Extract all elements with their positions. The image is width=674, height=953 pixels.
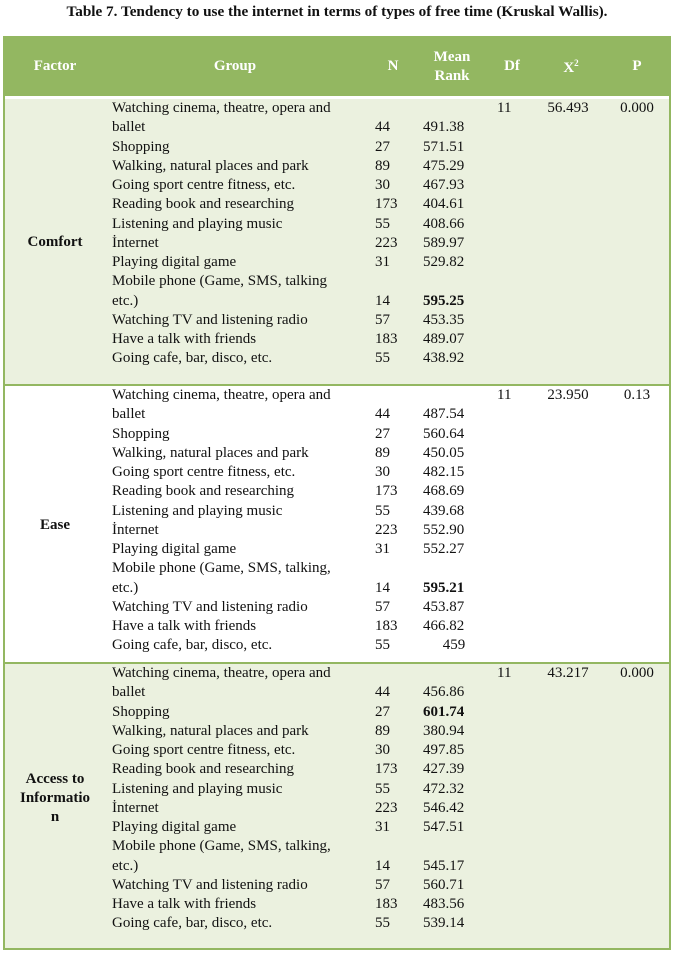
group-cell: Have a talk with friends <box>112 896 257 912</box>
group-cell: Going sport centre fitness, etc. <box>112 464 296 480</box>
p-cell: 0.000 <box>620 100 654 116</box>
p-cell: 0.13 <box>623 387 651 403</box>
group-cell: Have a talk with friends <box>112 331 257 347</box>
n-cell: 55 <box>375 780 390 797</box>
n-cell: 223 <box>375 234 398 251</box>
header-x2 <box>533 58 609 77</box>
mean-rank-cell: 427.39 <box>423 761 465 778</box>
group-cell: Shopping <box>112 138 170 155</box>
table-row <box>5 540 669 559</box>
table-row <box>5 857 669 876</box>
mean-rank-cell: 439.68 <box>423 502 465 519</box>
n-cell: 14 <box>375 579 390 596</box>
n-cell: 183 <box>375 618 398 634</box>
factor-label: Comfort <box>27 234 83 250</box>
n-cell: 173 <box>375 761 398 778</box>
group-cell: Watching cinema, theatre, opera and <box>112 100 331 116</box>
table-row <box>5 176 669 195</box>
group-cell: Mobile phone (Game, SMS, talking, <box>112 838 331 855</box>
table-row <box>5 444 669 463</box>
n-cell: 27 <box>375 138 390 155</box>
group-cell: Reading book and researching <box>112 483 295 500</box>
table-row <box>5 292 669 311</box>
mean-rank-cell: 595.25 <box>423 292 465 309</box>
group-cell: Shopping <box>112 425 170 442</box>
group-cell: Listening and playing music <box>112 215 283 232</box>
group-cell: ballet <box>112 119 146 136</box>
header-mean-rank-line2: Rank <box>434 68 470 84</box>
mean-rank-cell: 560.64 <box>423 425 465 442</box>
n-cell: 44 <box>375 684 390 701</box>
table-row <box>5 521 669 540</box>
group-cell: Going cafe, bar, disco, etc. <box>112 637 273 654</box>
n-cell: 31 <box>375 254 390 270</box>
group-cell: Playing digital game <box>112 541 237 557</box>
group-cell: Watching cinema, theatre, opera and <box>112 665 331 681</box>
n-cell: 30 <box>375 464 390 480</box>
mean-rank-cell: 552.90 <box>423 521 465 538</box>
mean-rank-cell: 466.82 <box>423 618 465 634</box>
group-cell: Mobile phone (Game, SMS, talking, <box>112 560 331 577</box>
mean-rank-cell: 408.66 <box>423 215 465 232</box>
header-df: Df <box>504 58 520 74</box>
p-cell: 0.000 <box>620 665 654 681</box>
n-cell: 57 <box>375 876 390 893</box>
group-cell: İnternet <box>112 234 159 251</box>
n-cell: 55 <box>375 915 390 932</box>
table-row <box>5 386 669 405</box>
factor-label-line: n <box>50 809 60 826</box>
mean-rank-cell: 456.86 <box>423 684 465 701</box>
group-cell: Going cafe, bar, disco, etc. <box>112 915 273 932</box>
group-cell: Walking, natural places and park <box>112 722 309 739</box>
x2-cell: 43.217 <box>547 665 589 681</box>
table-row <box>5 598 669 617</box>
group-cell: Walking, natural places and park <box>112 157 309 174</box>
table-row <box>5 215 669 234</box>
header-n: N <box>387 58 399 74</box>
factor-label-line: Access to <box>25 771 85 787</box>
header-x2-sup: 2 <box>574 58 579 68</box>
mean-rank-cell: 491.38 <box>423 119 465 136</box>
df-cell: 11 <box>497 387 512 403</box>
table-row <box>5 311 669 330</box>
mean-rank-cell: 482.15 <box>423 464 465 480</box>
group-cell: Playing digital game <box>112 254 237 270</box>
table-row <box>5 118 669 137</box>
n-cell: 173 <box>375 483 398 500</box>
mean-rank-cell: 487.54 <box>423 406 465 423</box>
n-cell: 223 <box>375 521 398 538</box>
mean-rank-cell: 453.35 <box>423 311 465 328</box>
table-row <box>5 253 669 272</box>
mean-rank-cell: 546.42 <box>423 799 465 816</box>
mean-rank-cell: 571.51 <box>423 138 465 155</box>
table-row <box>5 463 669 482</box>
n-cell: 14 <box>375 292 390 309</box>
table-row <box>5 683 669 702</box>
table-row <box>5 272 669 291</box>
mean-rank-cell: 453.87 <box>423 598 465 615</box>
mean-rank-cell: 467.93 <box>423 177 465 193</box>
group-cell: İnternet <box>112 521 159 538</box>
table-row <box>5 914 669 933</box>
table-row <box>5 703 669 722</box>
table-row <box>5 895 669 914</box>
table-row <box>5 349 669 368</box>
data-table <box>3 36 671 950</box>
mean-rank-cell: 560.71 <box>423 876 465 893</box>
group-cell: ballet <box>112 406 146 423</box>
group-cell: Watching TV and listening radio <box>112 598 308 615</box>
group-cell: Walking, natural places and park <box>112 444 309 461</box>
mean-rank-cell: 547.51 <box>423 819 465 835</box>
mean-rank-cell: 497.85 <box>423 742 465 758</box>
group-block-3 <box>5 662 669 948</box>
group-cell: etc.) <box>112 292 139 309</box>
group-cell: etc.) <box>112 857 139 874</box>
header-factor: Factor <box>33 58 77 74</box>
group-cell: Going sport centre fitness, etc. <box>112 742 296 758</box>
table-row <box>5 405 669 424</box>
mean-rank-cell: 595.21 <box>423 579 465 596</box>
group-cell: Reading book and researching <box>112 196 295 213</box>
n-cell: 27 <box>375 703 390 720</box>
n-cell: 55 <box>375 215 390 232</box>
x2-cell: 56.493 <box>547 100 589 116</box>
mean-rank-cell: 529.82 <box>423 254 465 270</box>
table-row <box>5 799 669 818</box>
table-header <box>5 38 669 99</box>
group-cell: Have a talk with friends <box>112 618 257 634</box>
header-mean-rank-line1: Mean <box>433 49 471 65</box>
mean-rank-cell: 380.94 <box>423 722 465 739</box>
table-row <box>5 636 669 655</box>
mean-rank-cell: 438.92 <box>423 350 465 367</box>
group-cell: Going sport centre fitness, etc. <box>112 177 296 193</box>
table-row <box>5 617 669 636</box>
mean-rank-cell: 404.61 <box>423 196 465 213</box>
table-row <box>5 664 669 683</box>
group-block-1 <box>5 99 669 384</box>
table-row <box>5 579 669 598</box>
table-row <box>5 837 669 856</box>
n-cell: 89 <box>375 444 390 461</box>
group-cell: Listening and playing music <box>112 780 283 797</box>
n-cell: 14 <box>375 857 390 874</box>
n-cell: 44 <box>375 119 390 136</box>
table-row <box>5 195 669 214</box>
mean-rank-cell: 589.97 <box>423 234 465 251</box>
n-cell: 44 <box>375 406 390 423</box>
mean-rank-cell: 472.32 <box>423 780 465 797</box>
n-cell: 31 <box>375 541 390 557</box>
n-cell: 57 <box>375 598 390 615</box>
n-cell: 57 <box>375 311 390 328</box>
table-row <box>5 99 669 118</box>
group-cell: Going cafe, bar, disco, etc. <box>112 350 273 367</box>
df-cell: 11 <box>497 665 512 681</box>
group-cell: Listening and playing music <box>112 502 283 519</box>
n-cell: 55 <box>375 350 390 367</box>
mean-rank-cell: 450.05 <box>423 444 465 461</box>
group-cell: etc.) <box>112 579 139 596</box>
group-cell: Watching cinema, theatre, opera and <box>112 387 331 403</box>
table-row <box>5 138 669 157</box>
factor-label-line: Informatio <box>20 790 90 807</box>
n-cell: 183 <box>375 331 398 347</box>
table-row <box>5 482 669 501</box>
group-cell: Watching TV and listening radio <box>112 311 308 328</box>
table-row <box>5 330 669 349</box>
mean-rank-cell: 489.07 <box>423 331 465 347</box>
table-row <box>5 741 669 760</box>
header-group: Group <box>213 58 257 74</box>
table-row <box>5 425 669 444</box>
mean-rank-cell: 483.56 <box>423 896 465 912</box>
n-cell: 27 <box>375 425 390 442</box>
n-cell: 173 <box>375 196 398 213</box>
n-cell: 89 <box>375 722 390 739</box>
n-cell: 89 <box>375 157 390 174</box>
n-cell: 223 <box>375 799 398 816</box>
table-row <box>5 502 669 521</box>
group-cell: Playing digital game <box>112 819 237 835</box>
factor-label: Ease <box>40 517 70 533</box>
x2-cell: 23.950 <box>547 387 589 403</box>
table-row <box>5 157 669 176</box>
table-row <box>5 780 669 799</box>
mean-rank-cell: 468.69 <box>423 483 465 500</box>
n-cell: 30 <box>375 742 390 758</box>
group-cell: Watching TV and listening radio <box>112 876 308 893</box>
header-x2-base: X <box>563 60 575 76</box>
n-cell: 183 <box>375 896 398 912</box>
table-row <box>5 876 669 895</box>
df-cell: 11 <box>497 100 512 116</box>
header-mean-rank <box>417 48 487 86</box>
group-block-2 <box>5 384 669 662</box>
mean-rank-cell: 552.27 <box>423 541 465 557</box>
group-cell: Mobile phone (Game, SMS, talking <box>112 273 327 290</box>
n-cell: 55 <box>375 502 390 519</box>
n-cell: 55 <box>375 637 390 654</box>
mean-rank-cell: 601.74 <box>423 703 465 720</box>
table-row <box>5 760 669 779</box>
mean-rank-cell: 539.14 <box>423 915 465 932</box>
n-cell: 31 <box>375 819 390 835</box>
group-cell: ballet <box>112 684 146 701</box>
table-row <box>5 559 669 578</box>
n-cell: 30 <box>375 177 390 193</box>
group-cell: Shopping <box>112 703 170 720</box>
group-cell: Reading book and researching <box>112 761 295 778</box>
header-p: P <box>632 58 642 74</box>
table-caption: Table 7. Tendency to use the internet in terms of types of free time (Kruskal Wallis). <box>66 3 608 20</box>
mean-rank-cell: 545.17 <box>423 857 465 874</box>
mean-rank-cell: 459 <box>442 637 466 654</box>
mean-rank-cell: 475.29 <box>423 157 465 174</box>
table-row <box>5 818 669 837</box>
table-row <box>5 234 669 253</box>
group-cell: İnternet <box>112 799 159 816</box>
table-row <box>5 722 669 741</box>
